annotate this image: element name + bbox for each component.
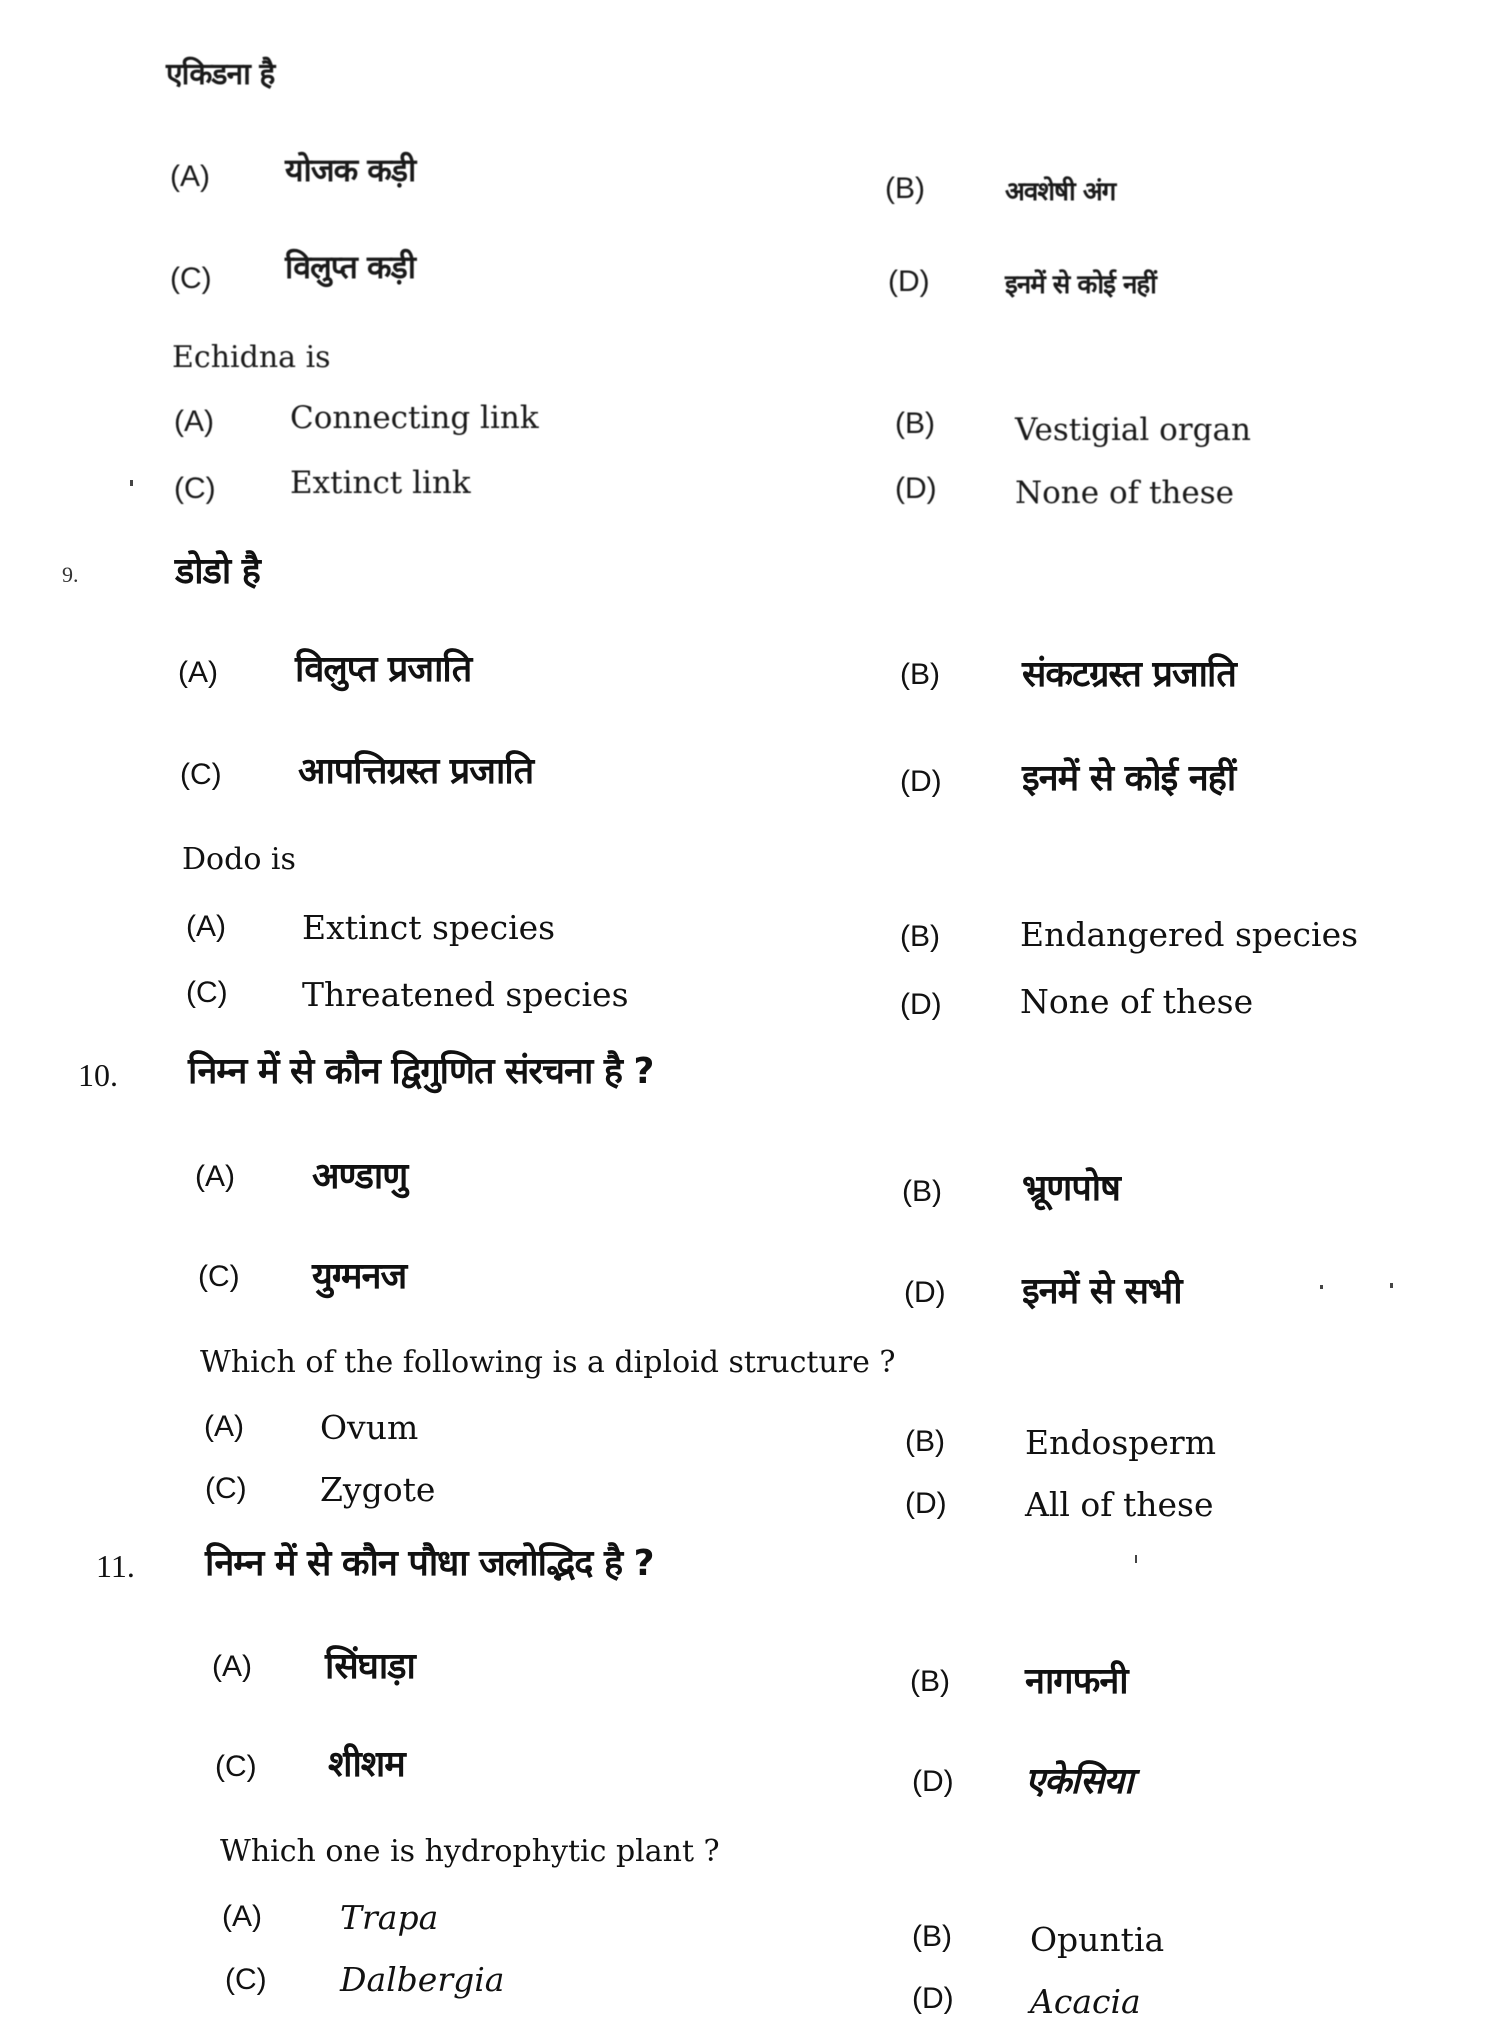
option-d-text: इनमें से कोई नहीं (1022, 758, 1236, 799)
option-b-label: (B) (885, 172, 925, 205)
option-c-text: Threatened species (302, 975, 629, 1014)
option-b-text: Vestigial organ (1015, 412, 1251, 448)
question-11-english-text: Which one is hydrophytic plant ? (220, 1834, 720, 1869)
question-number: 11. (96, 1548, 135, 1584)
option-b-text: नागफनी (1025, 1661, 1128, 1702)
option-d-label: (D) (900, 765, 942, 798)
option-d-text: Acacia (1030, 1982, 1141, 2021)
question-number: 9. (62, 562, 79, 587)
option-c-label: (C) (170, 262, 212, 295)
option-d-label: (D) (900, 988, 942, 1021)
option-c-text: Dalbergia (340, 1960, 505, 1999)
question-8-hindi-text: एकिडना है (166, 57, 275, 92)
scan-mark (130, 480, 133, 486)
question-9-hindi-text: डोडो है (175, 551, 260, 592)
option-d-label: (D) (895, 472, 937, 505)
option-a-label: (A) (178, 656, 218, 689)
option-a-text: अण्डाणु (312, 1156, 408, 1197)
option-c-label: (C) (174, 472, 216, 505)
option-a-text: Connecting link (290, 400, 539, 436)
option-c-text: आपत्तिग्रस्त प्रजाति (298, 751, 534, 792)
option-a-text: Ovum (320, 1408, 419, 1447)
option-b-label: (B) (910, 1665, 950, 1698)
option-b-label: (B) (902, 1175, 942, 1208)
option-b-text: अवशेषी अंग (1005, 177, 1116, 207)
option-a-label: (A) (170, 160, 210, 193)
question-10-hindi-text: निम्न में से कौन द्विगुणित संरचना है ? (188, 1051, 654, 1092)
option-d-label: (D) (912, 1765, 954, 1798)
option-c-text: शीशम (328, 1744, 405, 1785)
option-c-label: (C) (186, 976, 228, 1009)
option-c-text: Zygote (320, 1470, 436, 1509)
question-number: 10. (78, 1057, 118, 1093)
option-b-text: Opuntia (1030, 1920, 1165, 1959)
option-a-label: (A) (222, 1900, 262, 1933)
option-a-label: (A) (174, 405, 214, 438)
option-c-label: (C) (225, 1963, 267, 1996)
option-a-text: Extinct species (302, 908, 556, 947)
option-a-label: (A) (186, 910, 226, 943)
option-d-text: इनमें से सभी (1022, 1271, 1182, 1312)
option-b-label: (B) (895, 407, 935, 440)
scan-mark (1390, 1283, 1393, 1288)
option-b-label: (B) (912, 1920, 952, 1953)
question-10-english-text: Which of the following is a diploid structure ? (200, 1345, 896, 1380)
option-d-text: एकेसिया (1025, 1761, 1133, 1802)
scan-mark (1135, 1555, 1137, 1563)
option-a-label: (A) (204, 1410, 244, 1443)
option-b-label: (B) (900, 920, 940, 953)
option-a-text: योजक कड़ी (285, 151, 416, 189)
option-c-label: (C) (215, 1750, 257, 1783)
option-a-label: (A) (212, 1650, 252, 1683)
option-d-text: All of these (1025, 1485, 1214, 1524)
option-d-label: (D) (888, 265, 930, 298)
option-b-text: संकटग्रस्त प्रजाति (1022, 654, 1236, 695)
question-11-hindi-text: निम्न में से कौन पौधा जलोद्भिद है ? (205, 1543, 654, 1584)
option-c-label: (C) (198, 1260, 240, 1293)
option-c-text: विलुप्त कड़ी (285, 248, 415, 286)
option-b-text: भ्रूणपोष (1022, 1168, 1120, 1209)
option-c-text: Extinct link (290, 465, 471, 501)
option-b-label: (B) (905, 1425, 945, 1458)
option-d-label: (D) (904, 1276, 946, 1309)
option-d-label: (D) (905, 1487, 947, 1520)
question-8-english-text: Echidna is (172, 340, 331, 375)
option-d-text: None of these (1015, 475, 1234, 511)
option-a-text: विलुप्त प्रजाति (295, 649, 472, 690)
option-a-text: सिंघाड़ा (325, 1646, 415, 1687)
option-c-label: (C) (205, 1472, 247, 1505)
option-a-label: (A) (195, 1160, 235, 1193)
option-d-text: None of these (1020, 982, 1254, 1021)
option-c-label: (C) (180, 758, 222, 791)
option-d-text: इनमें से कोई नहीं (1005, 270, 1156, 300)
option-c-text: युग्मनज (312, 1256, 407, 1297)
option-d-label: (D) (912, 1982, 954, 2015)
option-b-text: Endangered species (1020, 915, 1359, 954)
question-9-english-text: Dodo is (182, 842, 296, 877)
option-a-text: Trapa (340, 1898, 439, 1937)
scan-mark (1320, 1285, 1323, 1289)
option-b-text: Endosperm (1025, 1423, 1216, 1462)
option-b-label: (B) (900, 658, 940, 691)
